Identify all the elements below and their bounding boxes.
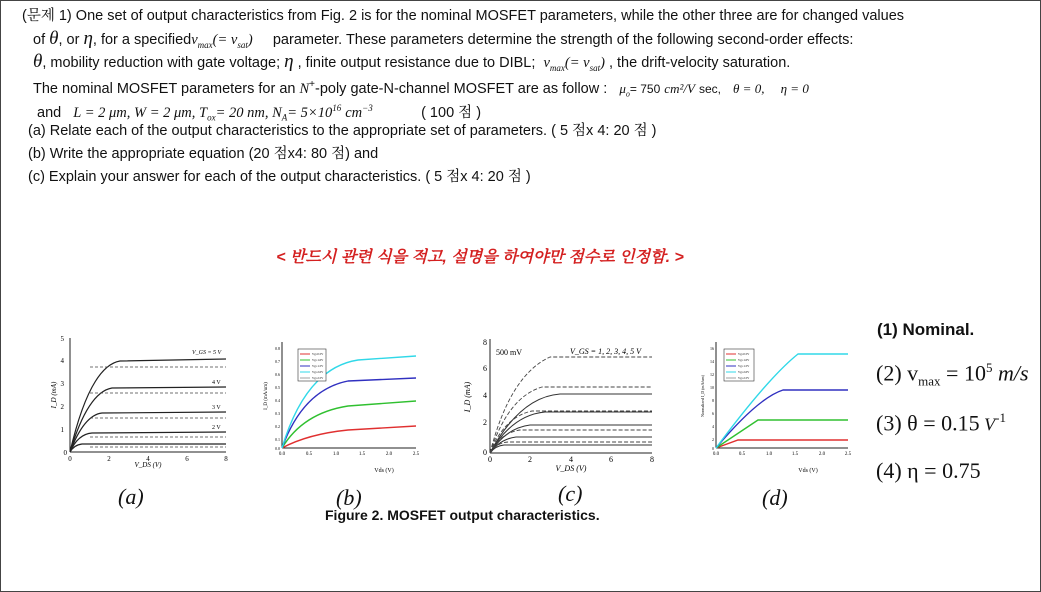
notice: < 반드시 관련 식을 적고, 설명을 하여야만 점수로 인정함. >	[276, 249, 684, 266]
curve-label: 3 V	[212, 405, 221, 411]
text: = 10	[940, 360, 986, 386]
xtick: 0.0	[278, 452, 286, 457]
xtick: 0	[68, 455, 72, 463]
mu-value: = 750	[629, 81, 661, 96]
eta-zero: η = 0	[780, 80, 809, 96]
curve-label: V_GS = 5 V	[192, 350, 222, 356]
vgs-label: V_GS = 1, 2, 3, 4, 5 V	[570, 347, 641, 356]
xtick: 0.5	[305, 452, 313, 457]
text: , finite output resistance due to DIBL;	[297, 55, 536, 71]
curve-vgs4	[70, 387, 226, 452]
curve-vg15	[282, 378, 416, 448]
problem-line-1: (문제 1) One set of output characteristics from Fig. 2 is for the nominal MOSFET parameters, while the other three are for changed values	[22, 8, 905, 24]
eta-symbol: η	[83, 28, 93, 49]
ytick: 12	[710, 372, 714, 377]
mu-unit: cm²/V	[664, 80, 695, 96]
mu-symbol: μ	[619, 80, 626, 96]
text: -poly gate-N-channel MOSFET are as follow :	[315, 80, 608, 97]
label-a: (a)	[118, 484, 144, 509]
legend-item: Vg=1.5V	[738, 364, 750, 368]
curve-vgs2	[70, 432, 226, 452]
chart-b	[258, 338, 423, 480]
curve-vgs1	[70, 444, 226, 452]
text: , the drift-velocity saturation.	[608, 55, 791, 71]
cm-exponent: −3	[362, 103, 373, 113]
ytick: 0.2	[275, 424, 280, 429]
ytick: 0.3	[275, 411, 280, 416]
curve-vg05	[282, 426, 416, 448]
ytick: 2	[712, 437, 714, 442]
text: The nominal MOSFET parameters for an	[33, 80, 296, 97]
ytick: 1	[60, 426, 64, 434]
vsat-symbol: (= v	[212, 32, 238, 48]
ytick: 0	[483, 448, 487, 457]
legend-item: Vg=2.0V	[738, 370, 750, 374]
curve-vg10	[282, 401, 416, 448]
xtick: 1.5	[791, 452, 799, 457]
xtick: 2.0	[385, 452, 393, 457]
vmax-symbol: v	[543, 55, 550, 71]
unit: V	[979, 414, 996, 435]
x-axis-label: V_DS (V)	[555, 464, 587, 473]
x-axis-label: Vds (V)	[374, 468, 394, 474]
text: , or	[58, 32, 80, 48]
xtick: 0.5	[738, 452, 746, 457]
unit: m/s	[992, 360, 1029, 386]
label-d: (d)	[762, 485, 788, 510]
ox-subscript: ox	[207, 112, 216, 123]
xtick: 1.5	[358, 452, 366, 457]
ytick: 0.7	[275, 359, 280, 364]
subscript: max	[918, 373, 941, 389]
legend-item: Vg=0.5V	[738, 352, 750, 356]
xtick: 6	[185, 455, 189, 463]
paren: )	[247, 32, 253, 48]
a-subscript: A	[281, 112, 288, 123]
xtick: 4	[569, 455, 573, 464]
eta-symbol: η	[284, 51, 294, 72]
dashed-curve	[490, 387, 652, 453]
curve-vgs5	[70, 359, 226, 452]
ytick: 2	[483, 418, 487, 427]
label-c: (c)	[558, 481, 583, 506]
vmax-symbol: v	[191, 32, 198, 48]
legend-item: Vg=1.0V	[312, 358, 324, 362]
ytick: 4	[483, 391, 487, 400]
legend-item: Vg=2.5V	[738, 376, 750, 380]
part-b: (b) Write the appropriate equation (20 점x4: 80 점) and	[28, 146, 379, 162]
xtick: 1.0	[765, 452, 773, 457]
exp-superscript: 16	[332, 103, 342, 113]
curve-label: 2 V	[212, 425, 221, 431]
legend-item: Vg=1.0V	[738, 358, 750, 362]
theta-zero: θ = 0,	[733, 80, 765, 96]
legend-item: Vg=2.5V	[312, 376, 324, 380]
text: (2) v	[876, 360, 919, 386]
exponent: -1	[995, 410, 1006, 425]
ytick: 14	[710, 359, 714, 364]
plus-superscript: +	[309, 79, 315, 90]
option-3	[876, 410, 1006, 436]
text: , for a specified	[92, 32, 192, 48]
y-axis-label: Normalized I_D (mA/um)	[700, 375, 705, 417]
text: , mobility reduction with gate voltage;	[42, 55, 281, 71]
ytick: 3	[60, 380, 64, 388]
paren: )	[600, 55, 605, 71]
ytick: 5	[60, 335, 64, 343]
x-axis-label: V_DS (V)	[134, 461, 162, 469]
xtick: 2	[528, 455, 532, 464]
ytick: 0.8	[275, 346, 280, 351]
ytick: 0.4	[275, 398, 280, 403]
ytick: 4	[712, 424, 714, 429]
xtick: 2	[107, 455, 111, 463]
vsat-symbol: (= v	[564, 55, 590, 71]
label-b: (b)	[336, 485, 362, 510]
curve-vg05	[716, 440, 848, 448]
eq-part: L = 2 μm, W = 2 μm, T	[73, 104, 208, 121]
problem-line-3	[33, 53, 790, 77]
ytick: 6	[712, 411, 714, 416]
xtick: 1.0	[332, 452, 340, 457]
y-axis-label: I_D (mA/um)	[264, 382, 269, 410]
text: and	[37, 104, 62, 121]
ytick: 16	[710, 346, 714, 351]
part-c: (c) Explain your answer for each of the output characteristics. ( 5 점x 4: 20 점 )	[28, 169, 531, 185]
ytick: 8	[483, 338, 487, 347]
figure-caption: Figure 2. MOSFET output characteristics.	[325, 507, 600, 523]
text: (3) θ = 0.15	[876, 410, 980, 436]
xtick: 0.0	[712, 452, 720, 457]
vmax-subscript: max	[197, 39, 213, 50]
xtick: 0	[488, 455, 492, 464]
option-1: (1) Nominal.	[877, 320, 975, 339]
text: of	[33, 32, 46, 48]
ytick: 8	[712, 398, 714, 403]
curve-vg15	[716, 390, 848, 448]
ytick: 0.1	[275, 437, 280, 442]
problem-line-2	[33, 30, 853, 54]
chart-d	[698, 338, 858, 480]
legend-item: Vg=2.0V	[312, 370, 324, 374]
theta-symbol: θ	[33, 51, 43, 72]
xtick: 8	[224, 455, 228, 463]
y-axis-label: I_D (mA)	[50, 381, 58, 409]
curve-vg10	[716, 420, 848, 448]
mu-subscript: o	[625, 89, 630, 99]
ytick: 10	[710, 385, 714, 390]
curve-label: 4 V	[212, 380, 221, 386]
y-axis-label: I_D (mA)	[463, 381, 472, 413]
xtick: 4	[146, 455, 150, 463]
chart-c	[460, 335, 660, 477]
vmax-subscript: max	[549, 62, 565, 73]
ytick: 2	[60, 403, 64, 411]
curve-vgs1	[490, 445, 652, 453]
ytick: 0	[63, 449, 67, 457]
xtick: 2.5	[412, 452, 420, 457]
eq-part: = 5×10	[287, 104, 333, 121]
ytick: 0.5	[275, 385, 280, 390]
n-symbol: N	[299, 80, 310, 97]
ytick: 0	[712, 446, 714, 451]
xtick: 2.5	[844, 452, 852, 457]
ytick: 0.0	[275, 446, 280, 451]
vsat-subscript: sat	[237, 39, 248, 50]
eq-part: = 20 nm, N	[215, 104, 282, 121]
points-text: ( 100 점 )	[421, 104, 482, 121]
dashed-curve	[490, 430, 652, 453]
sec-text: sec,	[698, 81, 721, 96]
vsat-subscript: sat	[589, 62, 601, 73]
dashed-curve	[490, 442, 652, 453]
ytick: 0.6	[275, 372, 280, 377]
option-2	[876, 360, 1029, 390]
x-axis-label: Vds (V)	[798, 468, 818, 474]
ytick: 6	[483, 364, 487, 373]
dashed-curve	[490, 357, 652, 453]
option-4: (4) η = 0.75	[876, 458, 981, 483]
curve-vgs3	[490, 425, 652, 453]
cm-unit: cm	[345, 104, 363, 121]
legend-item: Vg=0.5V	[312, 352, 324, 356]
xtick: 2.0	[818, 452, 826, 457]
part-a: (a) Relate each of the output characteristics to the appropriate set of parameters. ( 5 점x 4: 20 점 )	[28, 123, 657, 139]
chart-a	[50, 330, 235, 470]
annotation: 500 mV	[496, 348, 522, 357]
exponent: 5	[985, 360, 993, 375]
text: parameter. These parameters determine the strength of the following second-order effects:	[272, 32, 854, 48]
xtick: 6	[609, 455, 613, 464]
theta-symbol: θ	[49, 28, 59, 49]
ytick: 4	[60, 357, 64, 365]
legend-item: Vg=1.5V	[312, 364, 324, 368]
xtick: 8	[650, 455, 654, 464]
